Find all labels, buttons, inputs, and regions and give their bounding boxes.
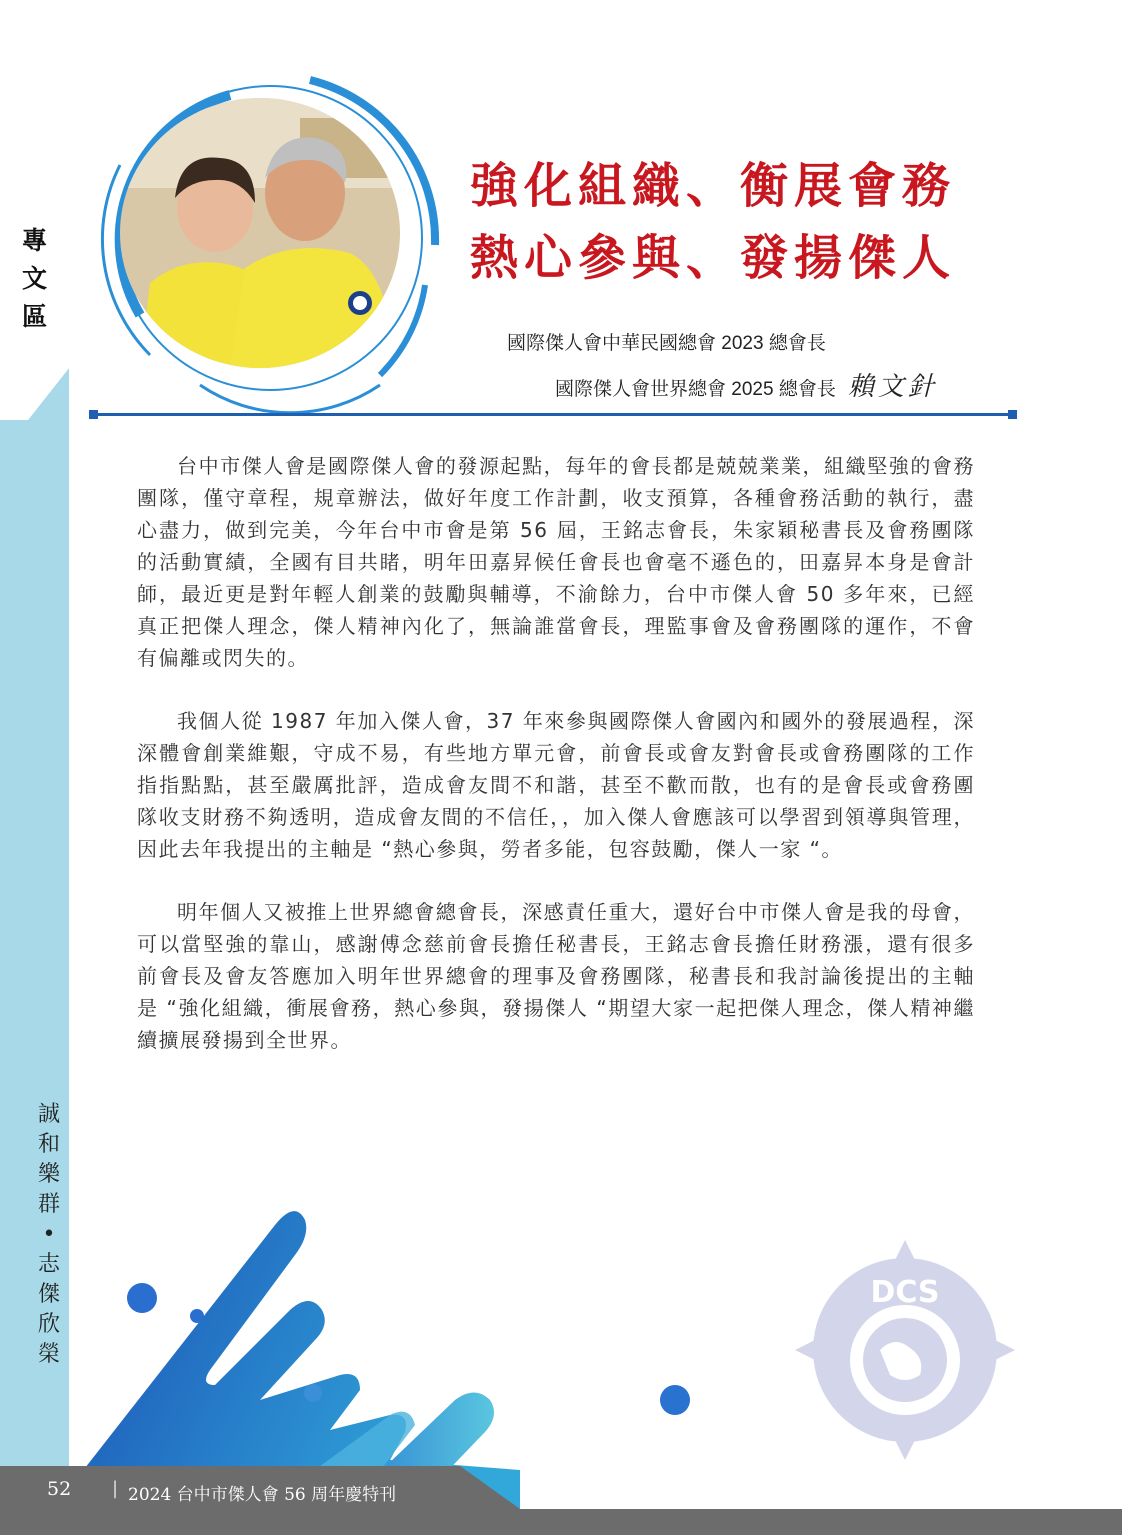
footer-separator: | [112,1478,119,1499]
author-role-2-text: 國際傑人會世界總會 2025 總會長 [555,379,836,400]
decorative-splash [60,1200,520,1510]
paragraph: 台中市傑人會是國際傑人會的發源起點，每年的會長都是兢兢業業，組織堅強的會務團隊，僅守章程，規章辦法，做好年度工作計劃，收支預算，各種會務活動的執行，盡心盡力，做到完美，今年台中市會是第 56 屆，王銘志會長，朱家穎秘書長及會務團隊的活動實績，全國有目共睹，明年田嘉昇候任會長也會毫不遜色的，田嘉昇本身是會計師，最近更是對年輕人創業的鼓勵與輔導，不渝餘力，台中市傑人會 50 多年來，已經真正把傑人理念，傑人精神內化了，無論誰當會長，理監事會及會務團隊的運作，不會有偏離或閃失的。 [137,454,975,670]
emblem-text: DCS [870,1275,940,1310]
portrait-photo [120,98,400,368]
author-role-2 [555,366,938,403]
paragraph: 我個人從 1987 年加入傑人會，37 年來參與國際傑人會國內和國外的發展過程，深深體會創業維艱，守成不易，有些地方單元會，前會長或會友對會長或會務團隊的工作指指點點，甚至嚴厲批評，造成會友間不和諧，甚至不歡而散，也有的是會長或會務團隊收支財務不夠透明，造成會友間的不信任，，加入傑人會應該可以學習到領導與管理，因此去年我提出的主軸是 “熱心參與，勞者多能，包容鼓勵，傑人一家 “。 [137,709,975,861]
author-name: 賴文針 [847,372,938,402]
sidebar-section-tab [0,0,69,420]
motto-char: 欣 [37,1312,60,1337]
decorative-dot [658,1383,692,1417]
publication-title: 2024 台中市傑人會 56 周年慶特刊 [128,1485,397,1505]
motto-char: 樂 [37,1162,60,1187]
motto-char: 傑 [37,1282,60,1307]
motto-char: 群 [37,1192,60,1217]
page-number: 52 [47,1478,72,1500]
title-line-1: 強化組織、衡展會務 [470,158,957,214]
title-line-2: 熱心參與、發揚傑人 [470,230,957,286]
motto-char: 志 [37,1252,60,1277]
section-label [0,222,69,336]
motto-char: 誠 [37,1102,60,1127]
motto-char: 榮 [37,1342,60,1367]
section-char: 文 [21,264,47,293]
article-body [137,450,975,1087]
section-char: 專 [21,226,47,255]
section-char: 區 [21,302,47,331]
author-role-1: 國際傑人會中華民國總會 2023 總會長 [507,333,826,354]
article-title [470,150,1030,294]
header-divider [92,413,1014,416]
motto-char: 和 [37,1132,60,1157]
motto-char: • [42,1222,56,1247]
paragraph: 明年個人又被推上世界總會總會長，深感責任重大，還好台中市傑人會是我的母會，可以當堅強的靠山，感謝傅念慈前會長擔任秘書長，王銘志會長擔任財務漲，還有很多前會長及會友答應加入明年世界總會的理事及會務團隊，秘書長和我討論後提出的主軸是 “強化組織，衝展會務，熱心參與，發揚傑人 “期望大家一起把傑人理念，傑人精神繼續擴展發揚到全世界。 [137,900,975,1052]
organization-emblem [795,1240,1015,1460]
